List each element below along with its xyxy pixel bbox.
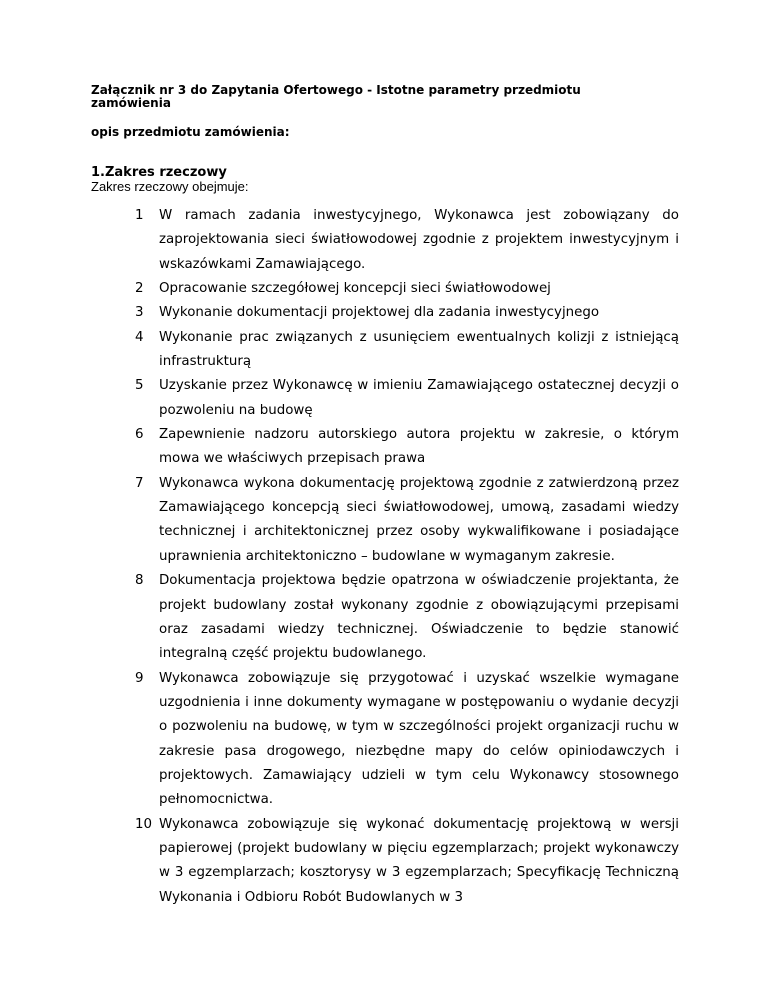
item-text: Wykonanie dokumentacji projektowej dla zadania inwestycyjnego bbox=[159, 305, 600, 321]
section-heading: 1.Zakres rzeczowy bbox=[91, 165, 227, 180]
list-item bbox=[135, 813, 679, 910]
document-subtitle: opis przedmiotu zamówienia: bbox=[91, 125, 290, 139]
document-title: Załącznik nr 3 do Zapytania Ofertowego - Istotne parametry przedmiotu zamówienia bbox=[91, 83, 581, 110]
item-number: 10 bbox=[135, 816, 153, 832]
list-item bbox=[135, 374, 679, 423]
list-item bbox=[135, 326, 679, 375]
item-text: Wykonawca zobowiązuje się wykonać dokumentację projektową w wersji papierowej (projekt budowlany w pięciu egzemplarzach; projekt wykonawczy w 3 egzemplarzach; kosztorysy w 3 egzemplarzach; Specyfikację Techniczną Wykonania i Odbioru Robót Budowlanych w 3 bbox=[159, 816, 679, 905]
item-text: Wykonanie prac związanych z usunięciem ewentualnych kolizji z istniejącą infrastrukturą bbox=[159, 329, 679, 370]
scope-list bbox=[135, 204, 679, 910]
item-number: 9 bbox=[135, 670, 144, 686]
item-number: 1 bbox=[135, 208, 144, 223]
item-text: W ramach zadania inwestycyjnego, Wykonawca jest zobowiązany do zaprojektowania sieci światłowodowej zgodnie z projektem inwestycyjnym i wskazówkami Zamawiającego. bbox=[159, 208, 679, 272]
item-number: 7 bbox=[135, 475, 144, 491]
list-item bbox=[135, 301, 679, 325]
item-number: 8 bbox=[135, 573, 144, 589]
item-text: Wykonawca wykona dokumentację projektową zgodnie z zatwierdzoną przez Zamawiającego koncepcją sieci światłowodowej, umową, zasadami wiedzy technicznej i architektonicznej przez osoby wykwalifikowane i posiadające uprawnienia architektoniczno – budowlane w wymaganym zakresie. bbox=[159, 475, 679, 564]
list-item bbox=[135, 204, 679, 277]
item-text: Zapewnienie nadzoru autorskiego autora projektu w zakresie, o którym mowa we właściwych przepisach prawa bbox=[159, 427, 679, 467]
item-number: 2 bbox=[135, 281, 144, 297]
section-intro: Zakres rzeczowy obejmuje: bbox=[91, 179, 249, 194]
list-item bbox=[135, 472, 679, 569]
list-item bbox=[135, 277, 679, 301]
list-item bbox=[135, 667, 679, 813]
list-item bbox=[135, 423, 679, 472]
item-number: 5 bbox=[135, 378, 144, 394]
item-text: Wykonawca zobowiązuje się przygotować i uzyskać wszelkie wymagane uzgodnienia i inne dokumenty wymagane w postępowaniu o wydanie decyzji o pozwoleniu na budowę, w tym w szczególności projekt organizacji ruchu w zakresie pasa drogowego, niezbędne mapy do celów opiniodawczych i projektowych. Zamawiający udzieli w tym celu Wykonawcy stosownego pełnomocnictwa. bbox=[159, 670, 679, 808]
item-number: 4 bbox=[135, 329, 144, 345]
item-text: Uzyskanie przez Wykonawcę w imieniu Zamawiającego ostatecznej decyzji o pozwoleniu na budowę bbox=[159, 378, 679, 418]
item-text: Opracowanie szczegółowej koncepcji sieci światłowodowej bbox=[159, 281, 551, 297]
item-text: Dokumentacja projektowa będzie opatrzona w oświadczenie projektanta, że projekt budowlany został wykonany zgodnie z obowiązującymi przepisami oraz zasadami wiedzy technicznej. Oświadczenie to będzie stanowić integralną część projektu budowlanego. bbox=[159, 573, 679, 662]
list-item bbox=[135, 569, 679, 666]
item-number: 6 bbox=[135, 427, 144, 443]
item-number: 3 bbox=[135, 305, 144, 321]
